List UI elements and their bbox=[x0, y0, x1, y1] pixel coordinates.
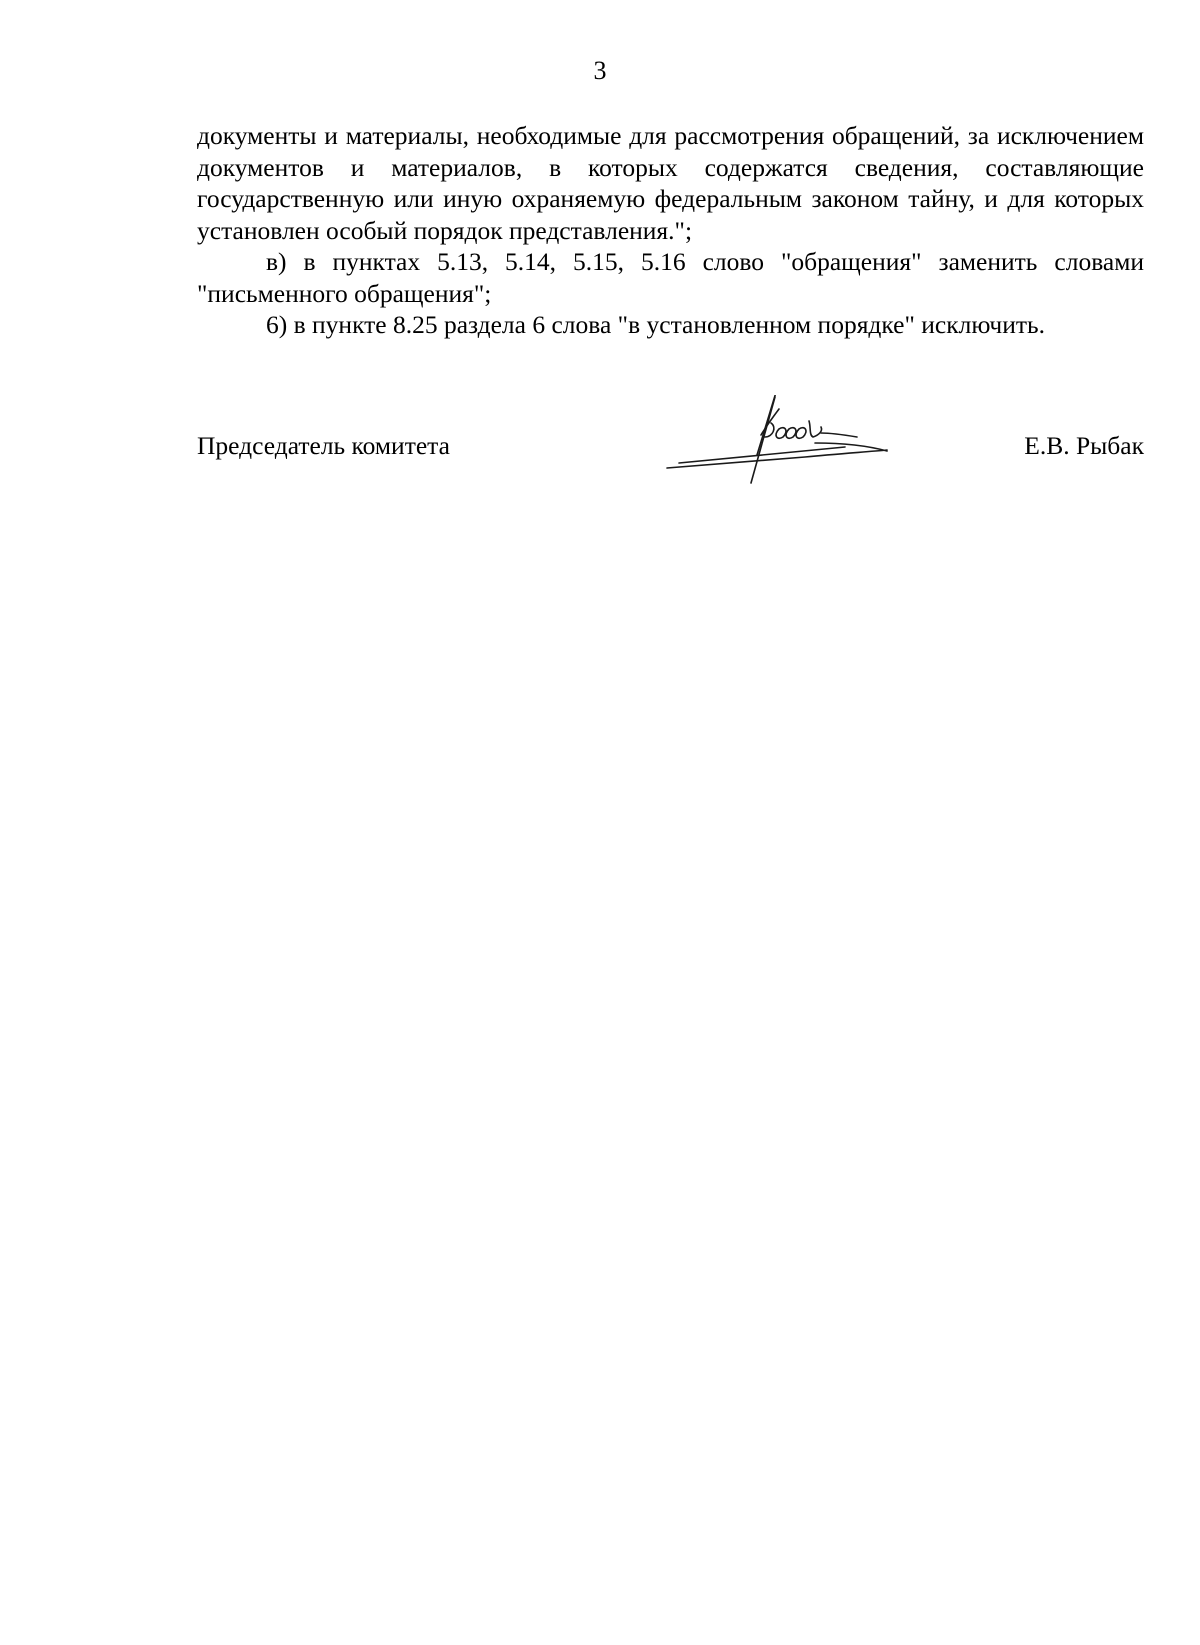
document-body bbox=[197, 120, 1144, 341]
handwritten-signature-icon bbox=[665, 395, 895, 495]
page-number: 3 bbox=[593, 56, 607, 85]
body-paragraph-item-6: 6) в пункте 8.25 раздела 6 слова "в установленном порядке" исключить. bbox=[266, 310, 1046, 339]
signatory-name: Е.В. Рыбак bbox=[1024, 431, 1144, 460]
body-paragraph-continued: документы и материалы, необходимые для рассмотрения обращений, за исключением документов и материалов, в которых содержатся сведения, составляющие государственную или иную охраняемую федеральным законом тайну, и для которых установлен особый порядок представления."; bbox=[197, 121, 1144, 245]
signatory-position: Председатель комитета bbox=[197, 431, 450, 460]
body-paragraph-item-v: в) в пунктах 5.13, 5.14, 5.15, 5.16 слово "обращения" заменить словами "письменного обращения"; bbox=[197, 247, 1144, 308]
